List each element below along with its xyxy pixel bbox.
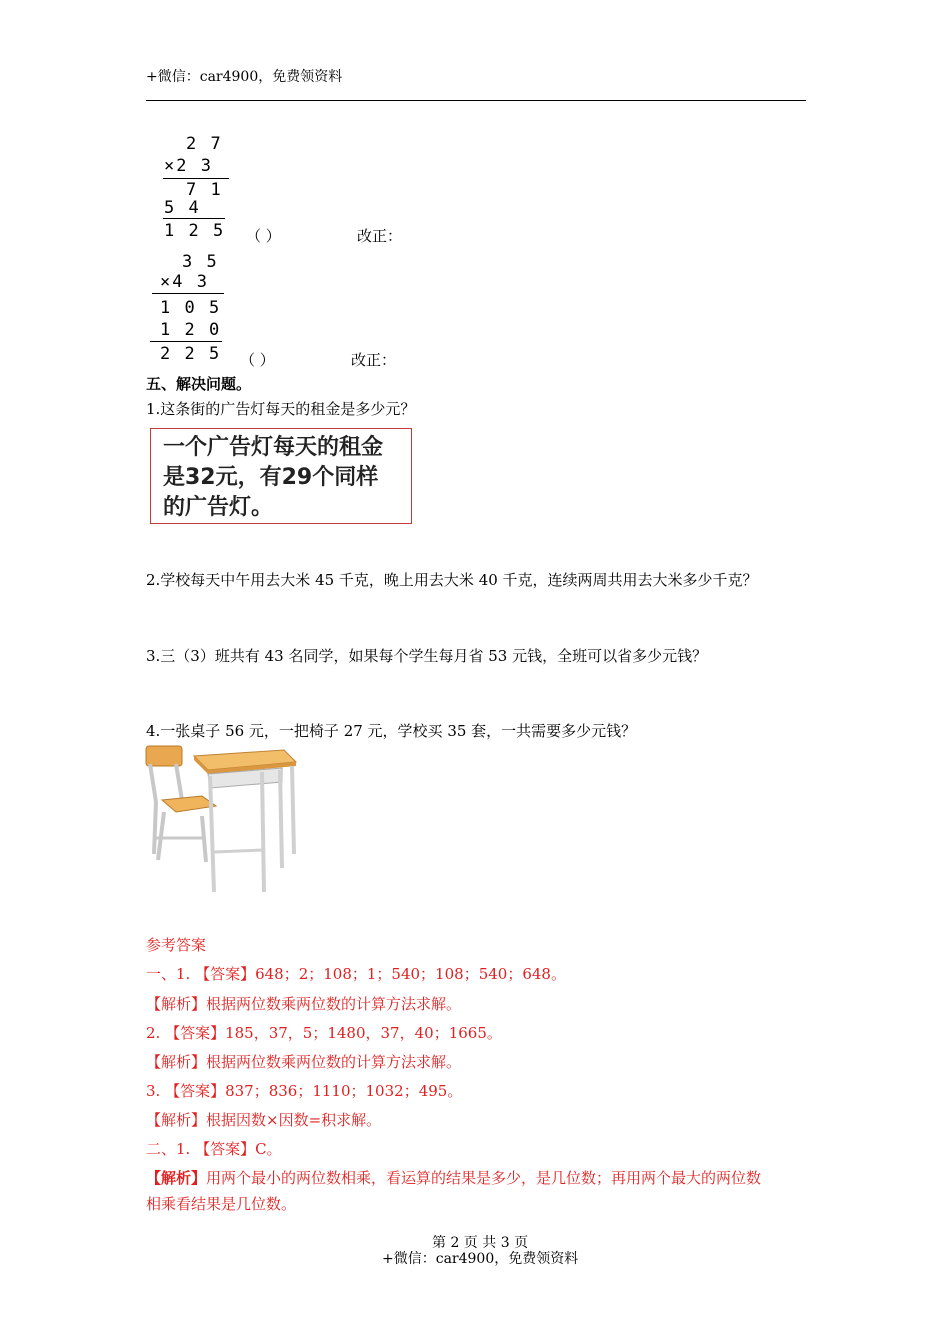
calc2-row4: 1 2 0 (160, 320, 222, 340)
answer-analysis-text: 用两个最小的两位数相乘，看运算的结果是多少，是几位数；再用两个最大的两位数 (206, 1169, 762, 1187)
answer-line-3: 2. 【答案】185，37，5；1480，37，40；1665。 (146, 1024, 502, 1042)
page-number: 第 2 页 共 3 页 (432, 1235, 529, 1251)
calc1-row3: 7 1 (186, 180, 223, 200)
calc1-fix-label: 改正： (357, 227, 403, 245)
section5-title: 五、解决问题。 (146, 375, 252, 393)
calc2-row5: 2 2 5 (160, 344, 222, 364)
calc1-row5: 1 2 5 (164, 221, 226, 241)
desk-chair-illustration (142, 742, 302, 902)
answer-line-6: 【解析】根据因数×因数=积求解。 (146, 1111, 382, 1129)
answer-line-4: 【解析】根据两位数乘两位数的计算方法求解。 (146, 1053, 462, 1071)
calc2-line1 (152, 293, 224, 294)
calc2-row2: ×4 3 (160, 272, 209, 292)
answer-line-1: 一、1. 【答案】648；2；108；1；540；108；540；648。 (146, 965, 566, 983)
calc1-row4: 5 4 (164, 198, 201, 218)
calc1-row2: ×2 3 (164, 156, 213, 176)
question-3: 3.三（3）班共有 43 名同学，如果每个学生每月省 53 元钱，全班可以省多少元钱？ (146, 647, 708, 665)
ad-sign-image (150, 428, 412, 524)
answers-title: 参考答案 (146, 936, 207, 954)
answer-line-5: 3. 【答案】837；836；1110；1032；495。 (146, 1082, 463, 1100)
ad-sign-text: 一个广告灯每天的租金 是32元，有29个同样 的广告灯。 (163, 435, 384, 520)
question-1: 1.这条街的广告灯每天的租金是多少元？ (146, 400, 416, 418)
calc1-answer-paren: （ ） (246, 227, 281, 245)
answer-analysis-label: 【解析】 (146, 1169, 207, 1187)
page-header: +微信：car4900，免费领资料 (146, 69, 343, 85)
answer-line-8 (146, 1167, 761, 1188)
calc2-row1: 3 5 (182, 252, 219, 272)
calc2-fix-label: 改正： (351, 351, 397, 369)
question-4: 4.一张桌子 56 元，一把椅子 27 元，学校买 35 套，一共需要多少元钱？ (146, 722, 637, 740)
answer-line-2: 【解析】根据两位数乘两位数的计算方法求解。 (146, 995, 462, 1013)
answer-line-9: 相乘看结果是几位数。 (146, 1195, 297, 1213)
calc2-line2 (150, 341, 222, 342)
question-2: 2.学校每天中午用去大米 45 千克，晚上用去大米 40 千克，连续两周共用去大米多少千克？ (146, 571, 758, 589)
header-rule (146, 100, 806, 101)
footer-wechat: +微信：car4900，免费领资料 (382, 1251, 579, 1267)
calc2-answer-paren: （ ） (240, 351, 275, 369)
calc1-line2 (163, 218, 225, 219)
calc1-line1 (163, 178, 229, 179)
answer-line-7: 二、1. 【答案】C。 (146, 1140, 282, 1158)
calc1-row1: 2 7 (186, 134, 223, 154)
calc2-row3: 1 0 5 (160, 298, 222, 318)
